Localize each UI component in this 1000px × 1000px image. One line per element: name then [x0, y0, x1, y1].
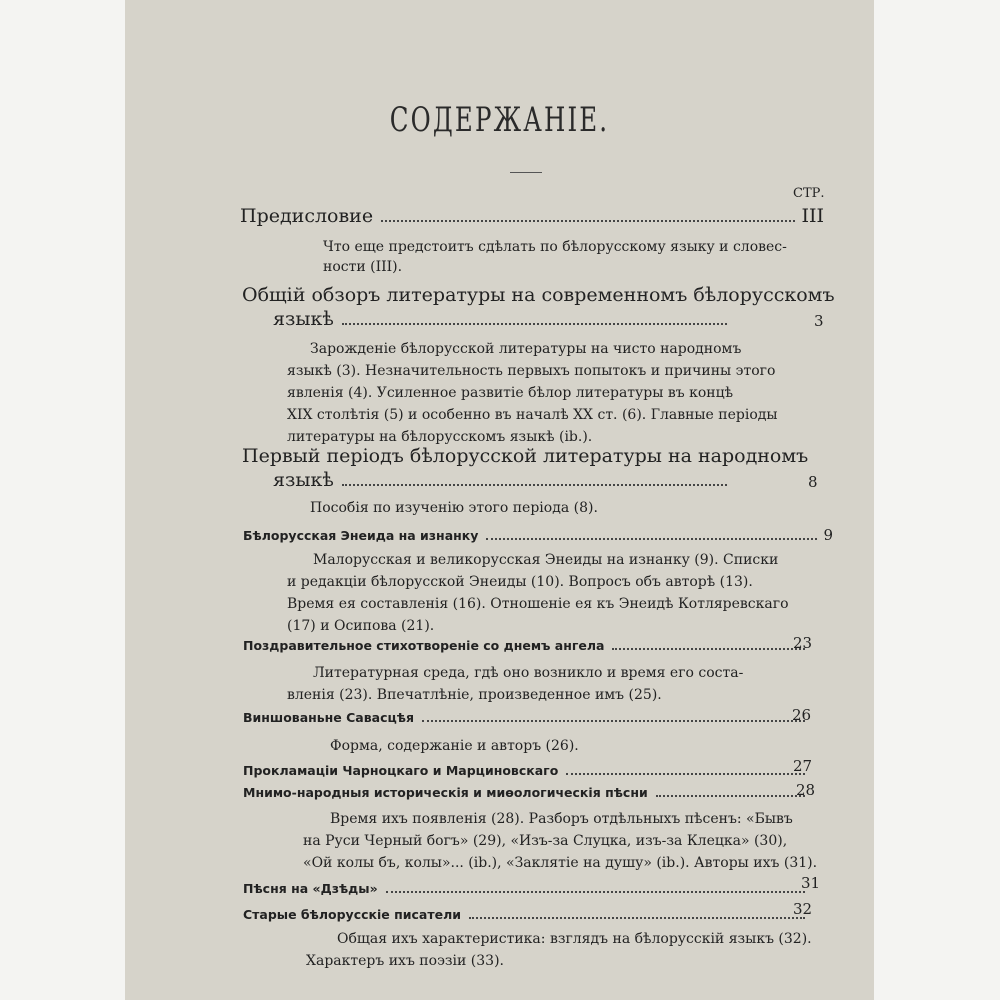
toc-entry-songs — [243, 785, 811, 802]
toc-description: ности (III). — [323, 259, 403, 275]
toc-description: XIX столѣтiя (5) и особенно въ началѣ XX ст. (6). Главные перiоды — [287, 407, 778, 423]
toc-description: языкѣ (3). Незначительность первыхъ попытокъ и причины этого — [287, 363, 776, 379]
toc-description: Время ея составленiя (16). Отношенiе ея къ Энеидѣ Котляревскаго — [287, 596, 789, 612]
toc-entry-preface — [240, 205, 824, 227]
toc-description: Зарожденiе бѣлорусской литературы на чисто народномъ — [310, 341, 742, 357]
toc-entry-vinshovanne — [243, 710, 811, 727]
toc-description: на Руси Черный богъ» (29), «Изъ-за Слуцка, изъ-за Клецка» (30), — [303, 833, 788, 849]
toc-heading: Бѣлорусская Энеида на изнанку — [243, 528, 479, 543]
dot-leader — [381, 220, 795, 222]
left-margin-background — [0, 0, 125, 1000]
dot-leader — [656, 795, 805, 797]
toc-description: литературы на бѣлорусскомъ языкѣ (ib.). — [287, 429, 593, 445]
toc-entry-dziady — [243, 881, 811, 898]
toc-heading: Мнимо-народныя историческiя и миѳологическiя пѣсни — [243, 785, 648, 800]
toc-description: Малорусская и великорусская Энеиды на изнанку (9). Списки — [313, 552, 779, 568]
toc-page-number: 23 — [793, 634, 813, 652]
toc-entry-poem — [243, 638, 811, 655]
toc-heading: Первый перiодъ бѣлорусской литературы на народномъ — [242, 445, 809, 467]
toc-description: Литературная среда, гдѣ оно возникло и время его соста- — [313, 665, 744, 681]
toc-description: «Ой колы бъ, колы»... (ib.), «Заклятiе на душу» (ib.). Авторы ихъ (31). — [303, 855, 818, 871]
book-page — [125, 0, 874, 1000]
toc-page-number: 27 — [793, 757, 813, 775]
toc-heading: Предисловие — [240, 205, 374, 227]
dot-leader — [612, 648, 805, 650]
toc-entry-overview — [273, 308, 733, 330]
toc-entry-old-writers — [243, 907, 811, 924]
right-margin-background — [874, 0, 1000, 1000]
toc-heading: языкѣ — [273, 469, 334, 491]
toc-description: вленiя (23). Впечатлѣнiе, произведенное имъ (25). — [287, 687, 662, 703]
dot-leader — [422, 720, 805, 722]
page-title: СОДЕРЖАНIЕ. — [389, 100, 610, 140]
dot-leader — [486, 538, 817, 540]
dot-leader — [469, 917, 805, 919]
dot-leader — [566, 773, 805, 775]
toc-description: Время ихъ появленiя (28). Разборъ отдѣльныхъ пѣсенъ: «Бывъ — [330, 811, 793, 827]
toc-page-number: 26 — [792, 706, 812, 724]
toc-heading: Прокламацiи Чарноцкаго и Марциновскаго — [243, 763, 559, 778]
toc-page-number: 3 — [814, 312, 824, 330]
toc-description: Общая ихъ характеристика: взглядъ на бѣлорусскiй языкъ (32). — [337, 931, 812, 947]
toc-entry-aeneid — [243, 526, 833, 545]
toc-page-number: 28 — [796, 781, 816, 799]
toc-description: Характеръ ихъ поэзiи (33). — [306, 953, 504, 969]
toc-page-number: 32 — [793, 900, 813, 918]
toc-page-number: 8 — [808, 473, 818, 491]
toc-page-number: III — [801, 205, 824, 227]
toc-description: явленiя (4). Усиленное развитiе бѣлор литературы въ концѣ — [287, 385, 734, 401]
toc-heading: Старые бѣлорусскiе писатели — [243, 907, 461, 922]
dot-leader — [342, 323, 727, 325]
toc-heading: Поздравительное стихотворенiе со днемъ ангела — [243, 638, 605, 653]
toc-description: Форма, содержанiе и авторъ (26). — [330, 738, 579, 754]
toc-description: и редакцiи бѣлорусской Энеиды (10). Вопросъ объ авторѣ (13). — [287, 574, 753, 590]
toc-entry-first-period — [273, 469, 733, 491]
title-divider — [510, 172, 542, 173]
toc-description: Что еще предстоитъ сдѣлать по бѣлорусскому языку и словес- — [323, 239, 787, 255]
toc-heading: языкѣ — [273, 308, 334, 330]
dot-leader — [386, 891, 805, 893]
toc-heading: Пѣсня на «Дзѣды» — [243, 881, 378, 896]
toc-heading: Виншованьне Савасцѣя — [243, 710, 414, 725]
toc-page-number: 9 — [823, 526, 833, 544]
toc-description: (17) и Осипова (21). — [287, 618, 435, 634]
dot-leader — [342, 484, 727, 486]
toc-entry-proclamations — [243, 763, 811, 780]
page-column-label: СТР. — [793, 186, 825, 201]
toc-page-number: 31 — [801, 874, 821, 892]
toc-description: Пособiя по изученiю этого перiода (8). — [310, 500, 598, 516]
toc-heading: Общiй обзоръ литературы на современномъ бѣлорусскомъ — [242, 284, 835, 306]
